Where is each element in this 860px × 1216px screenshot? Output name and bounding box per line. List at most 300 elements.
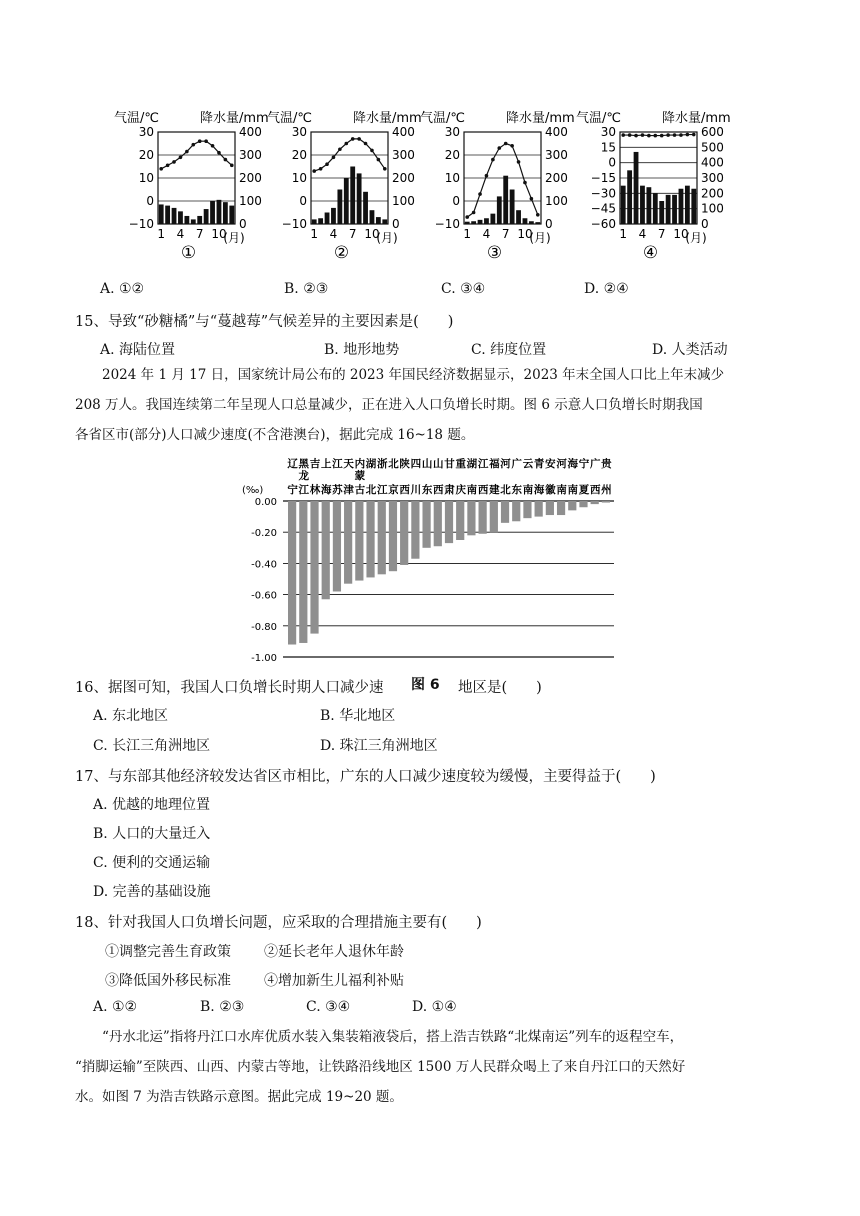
precip-tick-label: 0: [701, 217, 709, 231]
fig6-category-label-top: 吉: [309, 458, 321, 470]
month-tick-label: 4: [638, 227, 647, 241]
precip-bar: [516, 210, 521, 224]
month-tick-label: 7: [348, 227, 357, 241]
fig6-category-label-bottom: 南: [466, 484, 478, 496]
fig6-bar: [445, 501, 453, 543]
precip-bar: [331, 208, 336, 224]
temp-tick-label: 0: [299, 194, 307, 208]
fig6-category-label-bottom: 肃: [444, 484, 455, 496]
temp-point: [673, 133, 677, 137]
temp-point: [497, 146, 501, 150]
temp-point: [517, 160, 521, 164]
fig6-category-label-top: 辽: [287, 458, 298, 470]
temp-point: [332, 156, 336, 160]
fig6-category-label-top: 福: [489, 458, 500, 470]
precip-tick-label: 200: [392, 171, 415, 185]
chart-number-label: ④: [642, 243, 659, 263]
precip-tick-label: 0: [545, 217, 553, 231]
month-tick-label: 10: [517, 227, 533, 241]
q16-stem-b: 地区是( ): [458, 680, 542, 696]
q14-option-a[interactable]: A. ①②: [100, 281, 145, 297]
precip-bar: [165, 206, 170, 224]
precip-bar: [382, 219, 387, 224]
temp-tick-label: 30: [444, 125, 460, 139]
precip-tick-label: 200: [545, 171, 568, 185]
fig6-category-label-bottom: 津: [343, 484, 354, 496]
temp-axis-title: 气温/℃: [576, 111, 621, 126]
fig6-bar: [535, 501, 543, 517]
precip-bar: [685, 186, 690, 224]
month-unit: (月): [376, 231, 398, 245]
fig6-category-label-top: 天: [343, 458, 354, 470]
fig6-bar: [546, 501, 554, 515]
fig6-tick-label: -0.40: [251, 559, 277, 571]
precip-tick-label: 600: [701, 125, 724, 139]
q15-option-c[interactable]: C. 纬度位置: [471, 342, 547, 358]
fig6-category-label-bottom: 苏: [332, 484, 343, 496]
precip-bar: [529, 221, 534, 224]
fig6-category-label-bottom: 北: [500, 484, 511, 496]
month-tick-label: 4: [482, 227, 491, 241]
q15-stem: 15、导致“砂糖橘”与“蔓越莓”气候差异的主要因素是( ): [75, 314, 454, 330]
q18-item-4: ④增加新生儿福利补贴: [264, 973, 404, 989]
precip-tick-label: 200: [701, 186, 724, 201]
fig6-category-label-top: 贵: [601, 458, 612, 470]
month-tick-label: 7: [501, 227, 510, 241]
month-tick-label: 7: [195, 227, 204, 241]
temp-point: [621, 133, 625, 137]
temp-point: [224, 158, 228, 162]
precip-bar: [357, 173, 362, 224]
temp-point: [628, 133, 632, 137]
fig6-category-label-bottom: 海: [320, 484, 332, 496]
fig6-category-label-top: 云: [522, 458, 534, 470]
precip-bar: [229, 206, 234, 224]
q17-stem: 17、与东部其他经济较发达省区市相比，广东的人口减少速度较为缓慢，主要得益于( ): [75, 769, 656, 785]
precip-bar: [646, 187, 651, 224]
temp-point: [364, 142, 368, 146]
precip-bar: [172, 208, 177, 224]
precip-tick-label: 0: [239, 217, 247, 231]
fig6-category-label-bottom: 南: [522, 484, 534, 496]
precip-bar: [471, 221, 476, 224]
temp-tick-label: 0: [452, 194, 460, 208]
fig6-bar: [490, 501, 498, 532]
fig6-bar: [310, 501, 318, 634]
precip-bar: [691, 189, 696, 224]
fig6-bar: [557, 501, 565, 515]
month-tick-label: 1: [157, 227, 166, 241]
fig6-category-label-top: 河: [556, 458, 567, 470]
temp-point: [472, 211, 476, 215]
fig6-bar: [467, 501, 475, 535]
precip-bar: [337, 190, 342, 225]
fig6-category-label-top: 内: [354, 458, 366, 470]
fig6-category-label-bottom: 西: [477, 484, 489, 496]
temp-tick-label: 20: [291, 148, 307, 162]
precip-bar: [223, 202, 228, 224]
fig6-category-label-top: 上: [320, 458, 332, 470]
temp-point: [185, 150, 189, 154]
fig6-bar: [479, 501, 487, 534]
temp-point: [230, 164, 234, 168]
fig6-category-label-bottom: 庆: [455, 484, 466, 496]
climate-chart-3: [420, 110, 575, 263]
q17-option-a[interactable]: A. 优越的地理位置: [93, 797, 211, 813]
fig6-category-label-bottom: 古: [354, 484, 366, 496]
fig6-category-label-bottom: 西: [433, 484, 444, 496]
fig6-caption: 图 6: [411, 677, 440, 693]
precip-bar: [653, 193, 658, 224]
month-tick-label: 10: [211, 227, 227, 241]
q18-item-3: ③降低国外移民标准: [105, 973, 231, 989]
precip-bar: [217, 200, 222, 224]
fig6-category-label-bottom: 林: [309, 484, 321, 496]
q17-option-c[interactable]: C. 便利的交通运输: [93, 855, 211, 871]
fig6-bar: [389, 501, 397, 571]
fig6-category-label-mid: 龙: [298, 470, 310, 482]
temp-axis-title: 气温/℃: [420, 111, 465, 126]
temp-point: [370, 149, 374, 153]
temp-point: [536, 213, 540, 217]
temp-point: [634, 134, 638, 138]
fig6-bar: [344, 501, 352, 584]
fig6-bar: [523, 501, 531, 518]
precip-tick-label: 100: [701, 201, 724, 216]
temp-tick-label: −10: [128, 217, 154, 231]
temp-tick-label: −10: [434, 217, 460, 231]
temp-point: [191, 143, 195, 147]
precip-axis-title: 降水量/mm: [662, 111, 731, 126]
q17-option-d[interactable]: D. 完善的基础设施: [93, 884, 211, 900]
temp-line: [467, 144, 538, 218]
temp-point: [485, 174, 489, 178]
fig6-category-label-bottom: 东: [511, 484, 522, 496]
fig6-category-label-top: 黑: [298, 458, 310, 470]
fig6-tick-label: -0.20: [251, 528, 277, 540]
precip-tick-label: 400: [239, 125, 262, 139]
temp-point: [377, 158, 381, 162]
precip-bar: [672, 195, 677, 224]
fig6-bar: [456, 501, 464, 540]
chart-number-label: ②: [333, 243, 350, 263]
population-decline-chart: [240, 455, 630, 667]
precip-bar: [621, 186, 626, 224]
q16-option-b[interactable]: B. 华北地区: [320, 708, 396, 724]
q18-item-1: ①调整完善生育政策: [105, 944, 231, 960]
temp-tick-label: 10: [291, 171, 307, 185]
precip-tick-label: 300: [701, 171, 724, 185]
precip-bar: [497, 196, 502, 224]
temp-point: [504, 142, 508, 146]
precip-bar: [178, 211, 183, 224]
fig6-category-label-top: 陕: [399, 458, 410, 470]
fig6-category-label-bottom: 南: [567, 484, 579, 496]
climate-charts: [0, 100, 860, 270]
passage-16-18: 2024 年 1 月 17 日，国家统计局公布的 2023 年国民经济数据显示，2023 年末全国人口比上年末减少 208 万人。我国连续第二年呈现人口总量减少，正在进入人口负增长时期。图 6 示意人口负增长时期我国 各省区市(部分)人口减少速度(不含港澳台)，据此完成 16~18 题。: [75, 367, 725, 443]
q14-option-d[interactable]: D. ②④: [584, 281, 629, 297]
precip-bar: [344, 178, 349, 224]
precip-tick-label: 0: [392, 217, 400, 231]
precip-bar: [350, 167, 355, 225]
precip-axis-title: 降水量/mm: [200, 111, 269, 126]
temp-point: [478, 192, 482, 196]
fig6-category-label-top: 浙: [377, 458, 388, 470]
precip-bar: [679, 189, 684, 224]
temp-tick-label: −30: [590, 186, 616, 201]
fig6-bar: [501, 501, 509, 523]
precip-tick-label: 400: [545, 125, 568, 139]
temp-point: [660, 134, 664, 138]
temp-tick-label: −60: [590, 217, 616, 231]
fig6-category-label-bottom: 西: [589, 484, 601, 496]
q16-option-c[interactable]: C. 长江三角洲地区: [93, 738, 211, 754]
temp-point: [465, 215, 469, 219]
precip-bar: [666, 195, 671, 224]
fig6-category-label-bottom: 京: [388, 484, 399, 496]
q14-option-b[interactable]: B. ②③: [284, 281, 329, 297]
precip-bar: [535, 222, 540, 224]
precip-bar: [159, 204, 164, 224]
temp-point: [357, 137, 361, 141]
fig6-bar: [602, 501, 610, 503]
fig6-category-label-top: 青: [533, 458, 545, 470]
precip-tick-label: 100: [545, 194, 568, 208]
temp-point: [647, 134, 651, 138]
q18-stem: 18、针对我国人口负增长问题，应采取的合理措施主要有( ): [75, 915, 482, 931]
fig6-bar: [400, 501, 408, 565]
q17-option-b[interactable]: B. 人口的大量迁入: [93, 826, 211, 842]
fig6-bar: [299, 501, 307, 643]
fig6-category-label-bottom: 海: [533, 484, 545, 496]
precip-bar: [478, 220, 483, 224]
fig6-category-label-bottom: 西: [399, 484, 410, 496]
month-tick-label: 1: [619, 227, 628, 241]
temp-point: [383, 167, 387, 171]
precip-bar: [376, 217, 381, 224]
temp-tick-label: 30: [600, 125, 616, 139]
precip-bar: [191, 219, 196, 224]
temp-point: [692, 133, 696, 137]
temp-point: [351, 137, 355, 141]
fig6-category-label-top: 江: [477, 458, 489, 470]
climate-chart-4: [576, 110, 731, 263]
precip-bar: [325, 213, 330, 225]
precip-tick-label: 400: [392, 125, 415, 139]
temp-line: [623, 135, 694, 136]
temp-tick-label: −10: [281, 217, 307, 231]
q18-option-c[interactable]: C. ③④: [306, 999, 351, 1015]
precip-bar: [184, 216, 189, 224]
month-tick-label: 1: [310, 227, 319, 241]
fig6-category-label-bottom: 宁: [287, 484, 298, 496]
fig6-category-label-top: 宁: [578, 458, 590, 470]
month-tick-label: 10: [364, 227, 380, 241]
precip-bar: [627, 170, 632, 224]
precip-bar: [659, 201, 664, 224]
temp-tick-label: 30: [138, 125, 154, 139]
fig6-category-label-bottom: 夏: [578, 484, 590, 496]
temp-tick-label: −45: [590, 201, 616, 216]
fig6-tick-label: -0.60: [251, 590, 277, 602]
q18-option-b[interactable]: B. ②③: [200, 999, 245, 1015]
chart-number-label: ①: [180, 243, 197, 263]
q15-option-d[interactable]: D. 人类活动: [652, 342, 728, 358]
precip-tick-label: 100: [392, 194, 415, 208]
precip-bar: [312, 219, 317, 224]
precip-tick-label: 200: [239, 171, 262, 185]
fig6-category-label-top: 山: [421, 458, 433, 470]
temp-point: [641, 133, 645, 137]
temp-point: [172, 160, 176, 164]
fig6-bar: [512, 501, 520, 521]
fig6-bar: [422, 501, 430, 548]
temp-point: [510, 144, 514, 148]
fig6-category-label-top: 山: [433, 458, 444, 470]
fig6-bar: [579, 501, 587, 507]
fig6-category-label-bottom: 东: [421, 484, 433, 496]
fig6-category-label-bottom: 徽: [545, 484, 556, 496]
month-unit: (月): [529, 231, 551, 245]
precip-tick-label: 300: [545, 148, 568, 162]
precip-tick-label: 500: [701, 140, 724, 155]
passage-19-20: “丹水北运”指将丹江口水库优质水装入集装箱液袋后，搭上浩吉铁路“北煤南运”列车的返程空车， “捎脚运输”至陕西、山西、内蒙古等地，让铁路沿线地区 1500 万人民群众喝上了来自丹江口的天然好 水。如图 7 为浩吉铁路示意图。据此完成 19~20 题。: [75, 1029, 686, 1105]
q18-item-2: ②延长老年人退休年龄: [264, 944, 404, 960]
fig6-category-label-top: 安: [545, 458, 556, 470]
temp-point: [679, 133, 683, 137]
q16-stem-a: 16、据图可知，我国人口负增长时期人口减少速: [75, 680, 384, 696]
temp-tick-label: 10: [444, 171, 460, 185]
fig6-category-label-bottom: 州: [601, 484, 612, 496]
temp-tick-label: 0: [608, 155, 616, 170]
fig6-bar: [411, 501, 419, 559]
temp-tick-label: 20: [444, 148, 460, 162]
precip-bar: [465, 222, 470, 224]
fig6-bar: [366, 501, 374, 577]
temp-point: [491, 158, 495, 162]
temp-point: [166, 164, 170, 168]
fig6-bar: [591, 501, 599, 504]
month-tick-label: 10: [673, 227, 689, 241]
q14-option-c[interactable]: C. ③④: [441, 281, 486, 297]
fig6-category-label-bottom: 建: [489, 484, 500, 496]
precip-bar: [210, 201, 215, 224]
q18-option-d[interactable]: D. ①④: [412, 999, 457, 1015]
precip-tick-label: 300: [392, 148, 415, 162]
month-tick-label: 4: [329, 227, 338, 241]
precip-bar: [484, 218, 489, 224]
temp-tick-label: 30: [291, 125, 307, 139]
temp-point: [666, 133, 670, 137]
temp-point: [653, 134, 657, 138]
temp-point: [159, 167, 163, 171]
q15-option-a[interactable]: A. 海陆位置: [100, 342, 176, 358]
fig6-bar: [322, 501, 330, 599]
temp-axis-title: 气温/℃: [114, 111, 159, 126]
temp-point: [338, 147, 342, 151]
q15-option-b[interactable]: B. 地形地势: [324, 342, 400, 358]
temp-point: [686, 133, 690, 137]
precip-bar: [503, 176, 508, 224]
temp-tick-label: 10: [138, 171, 154, 185]
fig6-category-label-bottom: 江: [298, 484, 310, 496]
temp-point: [211, 144, 215, 148]
precip-tick-label: 400: [701, 155, 724, 170]
fig6-bar: [288, 501, 296, 645]
fig6-category-label-top: 北: [388, 458, 399, 470]
temp-point: [523, 181, 527, 185]
fig6-category-label-top: 河: [500, 458, 511, 470]
month-tick-label: 4: [176, 227, 185, 241]
fig6-category-label-top: 甘: [444, 458, 455, 470]
fig6-bar: [378, 501, 386, 574]
climate-chart-2: [267, 110, 422, 263]
fig6-plot: [242, 457, 614, 664]
fig6-category-label-top: 四: [410, 458, 422, 470]
fig6-bar: [568, 501, 576, 510]
month-unit: (月): [685, 231, 707, 245]
fig6-category-label-mid: 蒙: [354, 470, 366, 482]
temp-tick-label: 0: [146, 194, 154, 208]
fig6-category-label-bottom: 川: [410, 484, 422, 496]
q18-option-a[interactable]: A. ①②: [93, 999, 138, 1015]
month-unit: (月): [223, 231, 245, 245]
fig6-tick-label: 0.00: [254, 497, 277, 508]
chart-number-label: ③: [486, 243, 503, 263]
fig6-category-label-top: 湖: [466, 458, 478, 470]
temp-point: [325, 162, 329, 166]
temp-point: [204, 139, 208, 143]
precip-tick-label: 300: [239, 148, 262, 162]
temp-tick-label: −15: [590, 171, 616, 185]
precip-bar: [510, 190, 515, 225]
precip-bar: [363, 192, 368, 224]
fig6-ylabel: (‰): [242, 485, 264, 496]
temp-tick-label: 15: [600, 140, 616, 155]
precip-bar: [523, 218, 528, 224]
temp-point: [530, 197, 534, 201]
fig6-category-label-top: 广: [589, 458, 601, 470]
precip-bar: [634, 152, 639, 224]
fig6-category-label-bottom: 江: [377, 484, 388, 496]
fig6-bar: [355, 501, 363, 581]
precip-bar: [318, 218, 323, 224]
month-tick-label: 1: [463, 227, 472, 241]
q16-option-a[interactable]: A. 东北地区: [93, 708, 169, 724]
temp-tick-label: 20: [138, 148, 154, 162]
fig6-category-label-top: 湖: [365, 458, 377, 470]
temp-point: [198, 139, 202, 143]
fig6-bar: [434, 501, 442, 546]
month-tick-label: 7: [657, 227, 666, 241]
fig6-bar: [333, 501, 341, 591]
temp-axis-title: 气温/℃: [267, 111, 312, 126]
fig6-category-label-top: 海: [567, 458, 579, 470]
fig6-category-label-top: 江: [332, 458, 343, 470]
precip-bar: [197, 216, 202, 224]
precip-bar: [640, 186, 645, 224]
fig6-category-label-top: 广: [511, 458, 522, 470]
fig6-category-label-bottom: 北: [365, 484, 377, 496]
fig6-category-label-top: 重: [455, 458, 466, 470]
temp-point: [179, 156, 183, 160]
temp-point: [344, 142, 348, 146]
precip-axis-title: 降水量/mm: [506, 111, 575, 126]
q16-option-d[interactable]: D. 珠江三角洲地区: [320, 738, 438, 754]
precip-bar: [370, 210, 375, 224]
fig6-tick-label: -0.80: [251, 621, 277, 633]
climate-chart-1: [114, 110, 269, 263]
